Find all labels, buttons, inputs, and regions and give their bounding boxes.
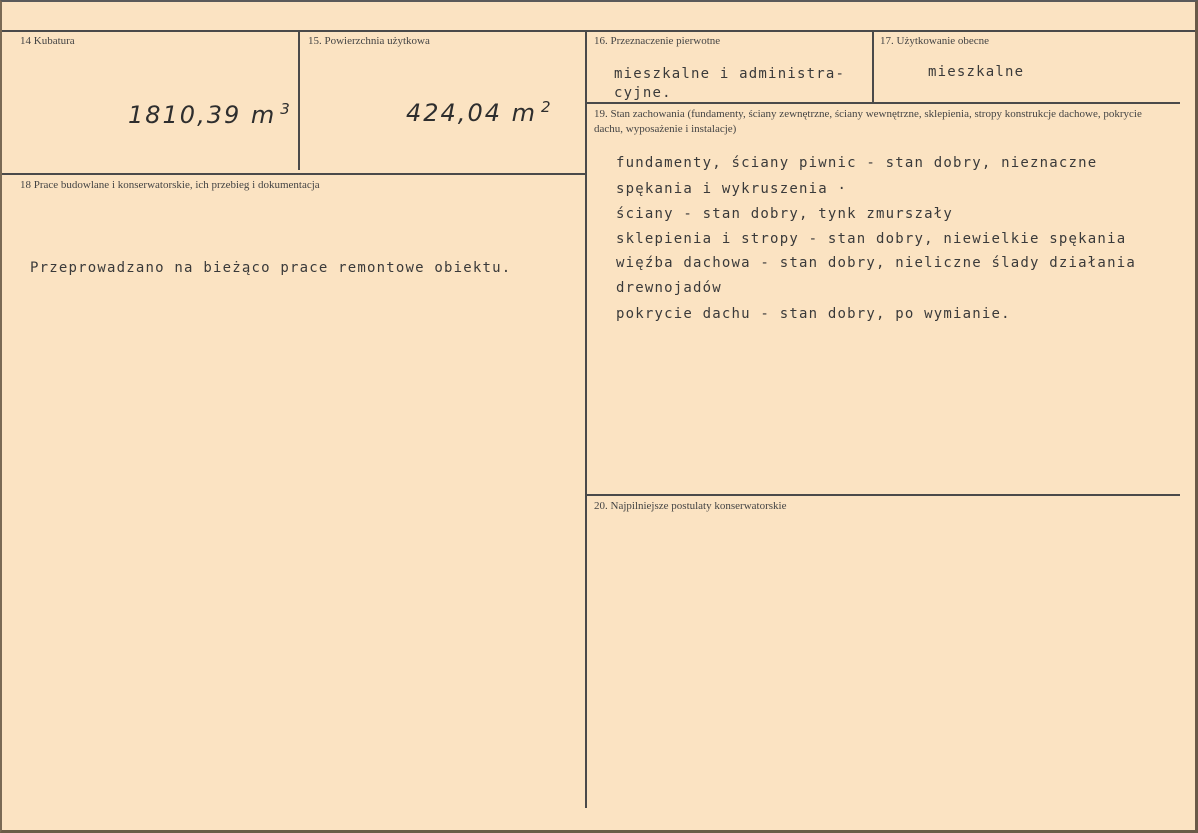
rule-under-16-17 (587, 102, 1180, 104)
volume-unit-exponent: 3 (280, 100, 292, 118)
field-16-label: 16. Przeznaczenie pierwotne (594, 35, 721, 47)
area-unit-exponent: 2 (540, 98, 553, 116)
top-rule (2, 30, 1198, 32)
field-18-label: 18 Prace budowlane i konserwatorskie, ich przebieg i dokumentacja (20, 179, 320, 191)
field-20-label: 20. Najpilniejsze postulaty konserwatorskie (594, 500, 787, 512)
area-value: 424,04 m (406, 99, 537, 127)
field-18-value: Przeprowadzano na bieżąco prace remontowe obiektu. (30, 260, 512, 276)
main-column-divider (585, 30, 587, 808)
field-19-line-5: więźba dachowa - stan dobry, nieliczne ślady działania (616, 255, 1136, 271)
rule-under-19 (587, 494, 1180, 496)
field-19-line-6: drewnojadów (616, 280, 722, 296)
divider-14-15 (298, 30, 300, 170)
field-19-label: 19. Stan zachowania (fundamenty, ściany zewnętrzne, ściany wewnętrzne, sklepienia, stropy konstrukcje dachowe, pokrycie dachu, wyposażenie i instalacje) (594, 108, 1142, 135)
field-16-line-1: mieszkalne i administra- (614, 66, 846, 82)
field-19-line-7: pokrycie dachu - stan dobry, po wymianie. (616, 306, 1011, 322)
field-19-line-2: spękania i wykruszenia · (616, 181, 848, 197)
field-17-label: 17. Użytkowanie obecne (880, 35, 990, 47)
field-19-line-4: sklepienia i stropy - stan dobry, niewielkie spękania (616, 231, 1127, 247)
divider-16-17 (872, 30, 874, 102)
field-19-line-3: ściany - stan dobry, tynk zmurszały (616, 206, 954, 222)
field-14-label: 14 Kubatura (20, 35, 75, 47)
rule-under-14-15 (2, 173, 585, 175)
field-19-line-1: fundamenty, ściany piwnic - stan dobry, nieznaczne (616, 155, 1098, 171)
field-16-line-2: cyjne. (614, 85, 672, 101)
field-14-value (128, 100, 292, 129)
field-15-value (406, 98, 553, 127)
field-17-value: mieszkalne (928, 64, 1025, 80)
field-15-label: 15. Powierzchnia użytkowa (308, 35, 430, 47)
volume-value: 1810,39 m (128, 101, 277, 129)
